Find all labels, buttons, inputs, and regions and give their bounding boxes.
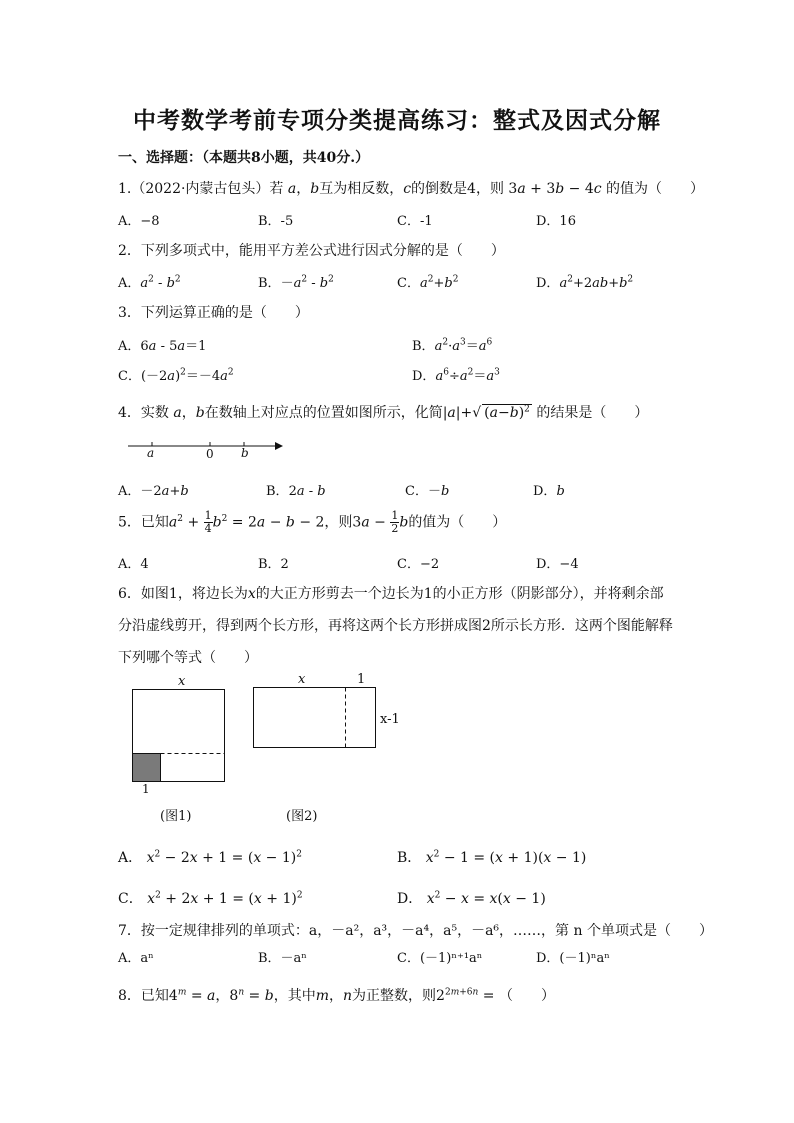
q7-option-d[interactable]: D．(－1)ⁿaⁿ [536, 951, 610, 966]
figure-2-caption: (图2) [286, 809, 318, 824]
q6-option-d[interactable]: D． $x^2 - x = x(x - 1)$ [397, 890, 546, 907]
q1-option-b[interactable]: B．-5 [258, 214, 294, 229]
figure-1 [130, 688, 230, 784]
question-5: 5．已知$a^2$ + $\frac{1}{4}$ $b^2 = 2a - b - 2$，则3a − $\frac{1}{2}$ b的值为（ ） [118, 509, 507, 535]
figure-1-caption: (图1) [160, 809, 192, 824]
q6-option-a[interactable]: A． $x^2 - 2x + 1 = (x - 1)^2$ [118, 849, 302, 866]
q7-option-a[interactable]: A．aⁿ [118, 951, 154, 966]
q1-option-d[interactable]: D．16 [536, 214, 576, 229]
q5-option-d[interactable]: D．−4 [536, 557, 579, 572]
fig1-label-x: x [178, 674, 186, 689]
fig2-label-x: x [298, 672, 306, 687]
question-8: 8．已知$4^m = a$，$8^n = b$，其中m，n为正整数，则$2^{2m+6n}$ = （ ） [118, 987, 555, 1004]
q3-option-b[interactable]: B．$a^2\cdot a^3=a^6$ [412, 337, 493, 354]
fig1-label-1: 1 [142, 782, 150, 796]
question-4: 4．实数 a，b在数轴上对应点的位置如图所示，化简|a|+√ $(a-b)^2$ 的结果是（ ） [118, 404, 649, 421]
q7-option-b[interactable]: B．－aⁿ [258, 951, 307, 966]
q7-option-c[interactable]: C．(－1)ⁿ⁺¹aⁿ [397, 951, 483, 966]
question-3: 3．下列运算正确的是（ ） [118, 305, 309, 321]
q5-option-c[interactable]: C．−2 [397, 557, 440, 572]
fig2-label-1: 1 [357, 672, 366, 687]
q3-option-a[interactable]: A．6a - 5a＝1 [118, 339, 207, 354]
q1-option-c[interactable]: C．-1 [397, 214, 433, 229]
question-6-line1: 6．如图1，将边长为x的大正方形剪去一个边长为1的小正方形（阴影部分），并将剩余部 [118, 586, 664, 602]
question-6-line2: 分沿虚线剪开，得到两个长方形，再将这两个长方形拼成图2所示长方形．这两个图能解释 [118, 618, 673, 634]
question-2: 2．下列多项式中，能用平方差公式进行因式分解的是（ ） [118, 243, 505, 259]
axis-label-a: a [147, 446, 155, 460]
q6-option-b[interactable]: B． $x^2 - 1 = (x + 1)(x - 1)$ [397, 849, 587, 866]
q5-option-b[interactable]: B．2 [258, 557, 289, 572]
q3-option-d[interactable]: D．$a^6\div a^2=a^3$ [412, 367, 500, 384]
section-heading: 一、选择题：（本题共8小题，共40分.） [118, 150, 370, 166]
figure-2 [252, 686, 378, 750]
q2-option-b[interactable]: B．$-a^2 - b^2$ [258, 274, 334, 291]
fig2-label-x-1: x-1 [380, 712, 400, 727]
question-7: 7．按一定规律排列的单项式：a，－a²，a³，－a⁴，a⁵，－a⁶，……，第 n 个单项式是（ ） [118, 923, 713, 939]
q4-option-a[interactable]: A．－2a+b [118, 484, 189, 499]
axis-label-0: 0 [206, 447, 214, 461]
page-title: 中考数学考前专项分类提高练习：整式及因式分解 [133, 107, 661, 134]
q1-option-a[interactable]: A．−8 [118, 214, 160, 229]
q6-option-c[interactable]: C． $x^2 + 2x + 1 = (x + 1)^2$ [118, 890, 303, 907]
q4-option-b[interactable]: B．2a - b [266, 484, 326, 499]
q3-option-c[interactable]: C．$(-2a)^2=-4a^2$ [118, 367, 234, 384]
question-6-line3: 下列哪个等式（ ） [118, 650, 258, 666]
q2-option-c[interactable]: C．$a^2+b^2$ [397, 274, 459, 291]
axis-label-b: b [241, 446, 249, 460]
question-1: 1.（2022·内蒙古包头）若 a，b互为相反数，c的倒数是4，则 3a + 3b − 4c 的值为（ ） [118, 181, 705, 197]
q2-option-a[interactable]: A．$a^2 - b^2$ [118, 274, 181, 291]
q5-option-a[interactable]: A．4 [118, 557, 149, 572]
q2-option-d[interactable]: D．$a^2+2ab+b^2$ [536, 274, 634, 291]
q4-option-d[interactable]: D．b [533, 484, 565, 499]
q4-option-c[interactable]: C．－b [405, 484, 450, 499]
